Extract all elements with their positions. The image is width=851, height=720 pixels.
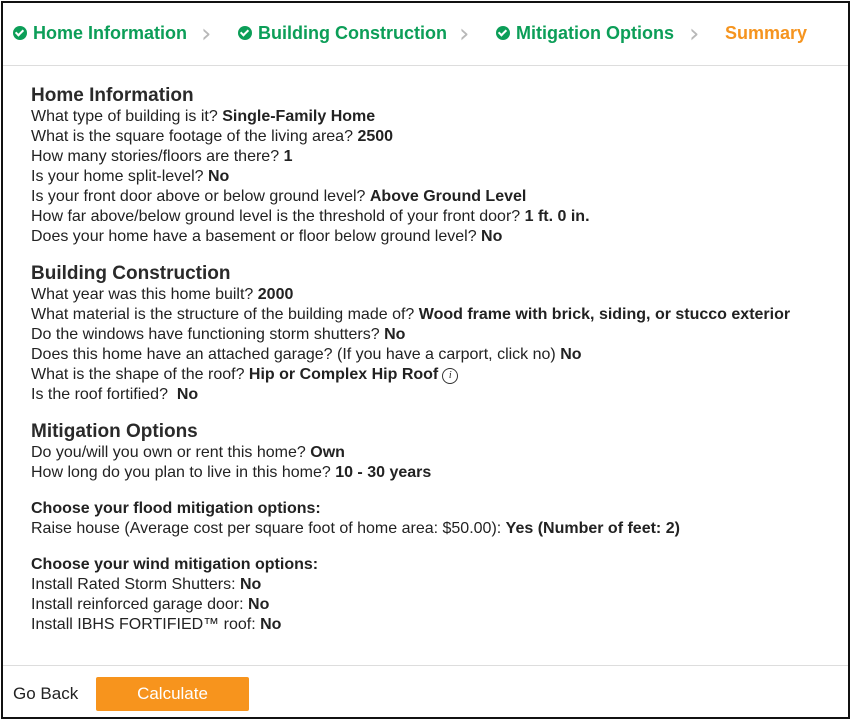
wind-options-title: Choose your wind mitigation options:	[31, 556, 319, 573]
chevron-right-icon: ›	[201, 19, 212, 49]
summary-row	[31, 575, 847, 595]
answer-text: Single-Family Home	[222, 108, 376, 125]
answer-text: No	[384, 326, 406, 343]
step-label: Building Construction	[258, 22, 447, 43]
question-text: How many stories/floors are there?	[31, 148, 280, 165]
answer-text: Own	[310, 444, 345, 461]
spacer	[31, 247, 847, 263]
answer-text: Hip or Complex Hip Roof	[248, 366, 439, 383]
question-text: How long do you plan to live in this home?	[31, 464, 331, 481]
check-circle-icon	[496, 26, 510, 40]
answer-text: Wood frame with brick, siding, or stucco exterior	[418, 306, 791, 323]
step-label: Home Information	[33, 22, 188, 43]
question-text: Install Rated Storm Shutters:	[31, 576, 236, 593]
question-text: Install IBHS FORTIFIED™ roof:	[31, 616, 256, 633]
step-mitigation-options[interactable]	[496, 21, 674, 45]
question-text: How far above/below ground level is the threshold of your front door?	[31, 208, 521, 225]
spacer	[31, 483, 847, 499]
answer-text: 1	[283, 148, 293, 165]
spacer	[31, 405, 847, 421]
section-title-building-construction: Building Construction	[31, 263, 231, 284]
summary-content	[31, 85, 847, 635]
check-circle-icon	[13, 26, 27, 40]
question-text: Is your home split-level?	[31, 168, 204, 185]
summary-row	[31, 187, 847, 207]
summary-row	[31, 107, 847, 127]
answer-text: No	[560, 346, 582, 363]
step-building-construction[interactable]	[238, 21, 447, 45]
summary-row	[31, 207, 847, 227]
answer-text: No	[207, 168, 230, 185]
progress-stepper	[3, 3, 848, 66]
check-circle-icon	[238, 26, 252, 40]
answer-text: No	[239, 576, 262, 593]
answer-text: No	[176, 386, 199, 403]
summary-row	[31, 167, 847, 187]
question-text: Raise house (Average cost per square foot of home area: $50.00):	[31, 520, 502, 537]
step-home-information[interactable]	[13, 21, 187, 45]
summary-row	[31, 443, 847, 463]
step-label: Summary	[725, 22, 808, 43]
summary-row	[31, 519, 847, 539]
answer-text: 1 ft. 0 in.	[524, 208, 590, 225]
chevron-right-icon: ›	[459, 19, 470, 49]
summary-row	[31, 615, 847, 635]
answer-text: No	[481, 228, 503, 245]
summary-row	[31, 365, 847, 385]
step-label: Mitigation Options	[516, 22, 674, 43]
section-title-home-information: Home Information	[31, 85, 194, 106]
flood-options-title: Choose your flood mitigation options:	[31, 500, 321, 517]
question-text: Does your home have a basement or floor below ground level?	[31, 228, 477, 245]
question-text: Install reinforced garage door:	[31, 596, 244, 613]
question-text: Is your front door above or below ground level?	[31, 188, 366, 205]
footer-bar	[3, 665, 848, 718]
step-summary[interactable]	[725, 21, 807, 45]
question-text: What year was this home built?	[31, 286, 254, 303]
summary-row	[31, 385, 847, 405]
answer-text: 2000	[257, 286, 294, 303]
question-text: What is the square footage of the living area?	[31, 128, 353, 145]
answer-text: No	[260, 616, 282, 633]
calculate-button[interactable]: Calculate	[96, 677, 249, 711]
question-text: Is the roof fortified?	[31, 386, 168, 403]
summary-row	[31, 285, 847, 305]
question-text: What type of building is it?	[31, 108, 218, 125]
info-icon[interactable]: i	[442, 368, 458, 384]
summary-row	[31, 127, 847, 147]
question-text: Do you/will you own or rent this home?	[31, 444, 306, 461]
summary-row	[31, 227, 847, 247]
summary-row	[31, 345, 847, 365]
answer-text: 10 - 30 years	[335, 464, 432, 481]
summary-row	[31, 463, 847, 483]
spacer	[31, 539, 847, 555]
summary-row	[31, 147, 847, 167]
answer-text: 2500	[357, 128, 394, 145]
answer-text: Above Ground Level	[369, 188, 527, 205]
summary-row	[31, 325, 847, 345]
question-text: Does this home have an attached garage? (If you have a carport, click no)	[31, 346, 556, 363]
summary-row	[31, 305, 847, 325]
question-text: Do the windows have functioning storm shutters?	[31, 326, 380, 343]
go-back-link[interactable]: Go Back	[13, 684, 79, 703]
question-text: What is the shape of the roof?	[31, 366, 245, 383]
answer-text: No	[248, 596, 270, 613]
summary-row	[31, 595, 847, 615]
answer-text: Yes (Number of feet: 2)	[505, 520, 680, 537]
summary-panel	[1, 1, 850, 719]
chevron-right-icon: ›	[689, 19, 700, 49]
question-text: What material is the structure of the building made of?	[31, 306, 415, 323]
section-title-mitigation-options: Mitigation Options	[31, 421, 198, 442]
